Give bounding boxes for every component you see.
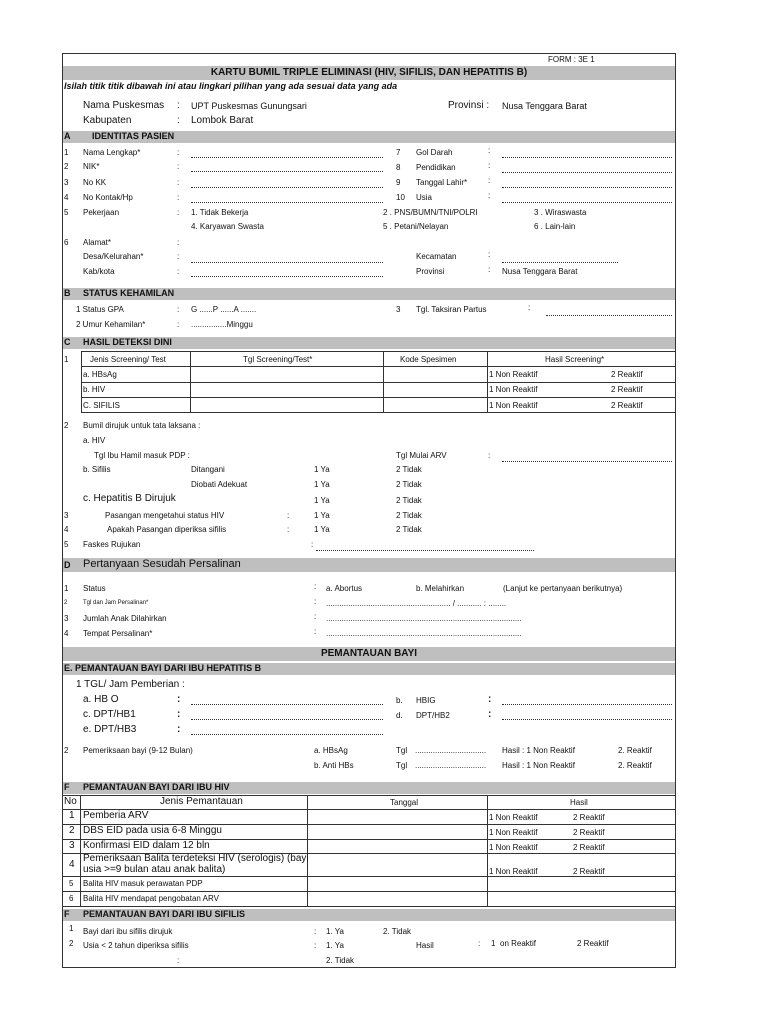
- hb0-label: a. HB O: [83, 694, 119, 705]
- colon: :: [314, 612, 317, 621]
- hb0-field[interactable]: [191, 704, 383, 705]
- colon: :: [177, 148, 180, 157]
- result-option[interactable]: 2 Reaktif: [573, 843, 605, 852]
- ya-option[interactable]: 1. Ya: [326, 941, 344, 950]
- section-a-title: IDENTITAS PASIEN: [92, 131, 175, 141]
- dpt1-field[interactable]: [191, 719, 383, 720]
- row-no: 3: [64, 511, 69, 520]
- result-option[interactable]: 1 Non Reaktif: [489, 385, 538, 394]
- colon: :: [287, 525, 290, 534]
- row-no: 2: [64, 746, 69, 755]
- reaktif-option[interactable]: 2 Reaktif: [577, 939, 609, 948]
- screening-name: C. SIFILIS: [83, 401, 120, 410]
- hbig-field[interactable]: [502, 704, 672, 705]
- colon: :: [177, 305, 180, 314]
- colon: :: [177, 115, 180, 126]
- table-line: [487, 795, 488, 906]
- colon: :: [488, 709, 492, 720]
- section-d-letter: D: [64, 560, 71, 570]
- umur-value[interactable]: ................Minggu: [191, 320, 253, 329]
- section-c-letter: C: [64, 337, 71, 347]
- col-header: Jenis Pemantauan: [160, 796, 243, 807]
- usia-periksa-label: Usia < 2 tahun diperiksa sifilis: [83, 941, 189, 950]
- row-no: 1: [69, 924, 74, 933]
- pendidikan-field[interactable]: [502, 172, 672, 173]
- alamat-label: Alamat*: [83, 238, 112, 247]
- colon: :: [177, 208, 180, 217]
- colon: :: [314, 582, 317, 591]
- job-option[interactable]: 5 . Petani/Nelayan: [383, 222, 449, 231]
- colon: :: [177, 162, 180, 171]
- pasangan2-label: Apakah Pasangan diperiksa sifilis: [107, 525, 227, 534]
- reaktif-option[interactable]: 2. Reaktif: [618, 761, 652, 770]
- screening-name: a. HBsAg: [83, 370, 117, 379]
- colon: :: [177, 238, 180, 247]
- section-b-title: STATUS KEHAMILAN: [83, 288, 175, 298]
- no-kontak-field[interactable]: [191, 202, 383, 203]
- row-no: 4: [64, 525, 69, 534]
- colon: :: [528, 303, 531, 312]
- colon: :: [314, 941, 317, 950]
- tgl-pemberian-label: 1 TGL/ Jam Pemberian :: [76, 679, 185, 690]
- ya-option[interactable]: 1 Ya: [314, 525, 330, 534]
- col-header: No: [64, 796, 77, 807]
- tidak-option[interactable]: 2 Tidak: [396, 511, 422, 520]
- row-no: 3: [64, 178, 69, 187]
- item-letter: b.: [396, 696, 403, 705]
- row-no: 5: [64, 208, 69, 217]
- row-no: 2: [64, 421, 69, 430]
- taksiran-field[interactable]: [546, 315, 672, 316]
- provinsi-value: Nusa Tenggara Barat: [502, 101, 587, 111]
- dpt2-field[interactable]: [502, 719, 672, 720]
- puskesmas-label: Nama Puskesmas: [83, 100, 165, 111]
- rujuk-label: Bumil dirujuk untuk tata laksana :: [83, 421, 201, 430]
- result-option[interactable]: 1 Non Reaktif: [489, 813, 538, 822]
- col-header: Kode Spesimen: [400, 355, 457, 364]
- reaktif-option[interactable]: 2. Reaktif: [618, 746, 652, 755]
- hasil-option[interactable]: Hasil : 1 Non Reaktif: [502, 746, 575, 755]
- section-f-title: PEMANTAUAN BAYI DARI IBU HIV: [83, 782, 230, 792]
- form-number: FORM : 3E 1: [548, 55, 595, 64]
- no-kk-field[interactable]: [191, 187, 383, 188]
- row-no: 1: [64, 355, 69, 364]
- colon: :: [177, 100, 180, 111]
- sifilis-label: b. Sifilis: [83, 465, 111, 474]
- jumlah-anak-label: Jumlah Anak Dilahirkan: [83, 614, 167, 623]
- row-no: 9: [396, 178, 401, 187]
- tanggal-lahir-label: Tanggal Lahir*: [416, 178, 468, 187]
- section-g-title: PEMANTAUAN BAYI DARI IBU SIFILIS: [83, 909, 246, 919]
- row-no: 1: [69, 810, 75, 821]
- gol-darah-label: Gol Darah: [416, 148, 453, 157]
- result-option[interactable]: 2 Reaktif: [611, 385, 643, 394]
- row-no: 5: [64, 540, 69, 549]
- colon: :: [177, 193, 180, 202]
- gpa-value[interactable]: G ......P ......A .......: [191, 305, 257, 314]
- nama-lengkap-field[interactable]: [191, 157, 383, 158]
- kabkota-field[interactable]: [191, 276, 383, 277]
- table-line: [487, 351, 488, 412]
- provinsi-label: Provinsi: [416, 267, 445, 276]
- job-option[interactable]: 1. Tidak Bekerja: [191, 208, 249, 217]
- row-no: 2: [69, 825, 75, 836]
- result-option[interactable]: 2 Reaktif: [573, 828, 605, 837]
- result-option[interactable]: 1 Non Reaktif: [489, 867, 538, 876]
- colon: :: [311, 540, 314, 549]
- colon: :: [177, 320, 180, 329]
- kabupaten-label: Kabupaten: [83, 115, 132, 126]
- pemantauan-name: Pemeriksaan Balita terdeteksi HIV (serologis) (bayi: [83, 853, 309, 864]
- pemantauan-title: PEMANTAUAN BAYI: [63, 647, 675, 661]
- colon: :: [478, 939, 481, 948]
- nik-label: NIK*: [83, 162, 100, 171]
- colon: :: [314, 627, 317, 636]
- kabupaten-value: Lombok Barat: [191, 115, 254, 126]
- periksa-label: Pemeriksaan bayi (9-12 Bulan): [83, 746, 193, 755]
- job-option[interactable]: 6 . Lain-lain: [534, 222, 576, 231]
- diobati-label: Diobati Adekuat: [191, 480, 248, 489]
- tidak-option[interactable]: 2 Tidak: [396, 525, 422, 534]
- result-option[interactable]: 1 Non Reaktif: [489, 843, 538, 852]
- col-header: Tgl Screening/Test*: [243, 355, 313, 364]
- no-kontak-label: No Kontak/Hp: [83, 193, 133, 202]
- colon: :: [314, 927, 317, 936]
- hasil-option[interactable]: Hasil : 1 Non Reaktif: [502, 761, 575, 770]
- table-line: [81, 382, 675, 383]
- tgl-arv-label: Tgl Mulai ARV: [396, 451, 447, 460]
- hbig-label: HBIG: [416, 696, 436, 705]
- tempat-field[interactable]: ........................................................................................: [326, 629, 522, 638]
- table-line: [81, 397, 675, 398]
- ya-option[interactable]: 1. Ya: [326, 927, 344, 936]
- table-line: [307, 795, 308, 906]
- colon: :: [488, 176, 491, 185]
- col-header: Hasil: [570, 798, 588, 807]
- faskes-label: Faskes Rujukan: [83, 540, 141, 549]
- tempat-label: Tempat Persalinan*: [83, 629, 153, 638]
- col-header: Jenis Screening/ Test: [90, 355, 166, 364]
- tgl-pdp-label: Tgl Ibu Hamil masuk PDP :: [94, 451, 190, 460]
- ya-option[interactable]: 1 Ya: [314, 465, 330, 474]
- form-title: KARTU BUMIL TRIPLE ELIMINASI (HIV, SIFILIS, DAN HEPATITIS B): [63, 66, 675, 80]
- dpt1-label: c. DPT/HB1: [83, 709, 136, 720]
- desa-field[interactable]: [191, 262, 383, 263]
- colon: :: [314, 597, 317, 606]
- colon: :: [177, 724, 181, 735]
- pasangan-label: Pasangan mengetahui status HIV: [105, 511, 225, 520]
- row-no: 3: [396, 305, 401, 314]
- section-f-letter: F: [64, 782, 70, 792]
- result-option[interactable]: 2 Reaktif: [573, 813, 605, 822]
- table-line: [81, 412, 675, 413]
- lanjut-note: (Lanjut ke pertanyaan berikutnya): [503, 584, 623, 593]
- section-c-title: HASIL DETEKSI DINI: [83, 337, 172, 347]
- colon: :: [488, 146, 491, 155]
- nonreaktif-option[interactable]: 1: [491, 939, 496, 948]
- usia-label: Usia: [416, 193, 433, 202]
- nonreaktif-option[interactable]: on Reaktif: [500, 939, 537, 948]
- usia-field[interactable]: [502, 202, 672, 203]
- colon: :: [177, 267, 180, 276]
- taksiran-label: Tgl. Taksiran Partus: [416, 305, 487, 314]
- jumlah-anak-field[interactable]: ........................................................................................: [326, 614, 522, 623]
- dpt2-label: DPT/HB2: [416, 711, 450, 720]
- result-option[interactable]: 1 Non Reaktif: [489, 401, 538, 410]
- result-option[interactable]: 1 Non Reaktif: [489, 828, 538, 837]
- table-line: [63, 906, 675, 907]
- row-no: 2: [64, 600, 68, 606]
- gpa-label: 1 Status GPA: [76, 305, 124, 314]
- colon: :: [488, 694, 492, 705]
- colon: :: [177, 252, 180, 261]
- col-header: Tanggal: [390, 798, 419, 807]
- instruction-text: Isilah titik titik dibawah ini atau lingkari pilihan yang ada sesuai data yang ada: [64, 81, 398, 91]
- colon: :: [177, 694, 181, 705]
- desa-label: Desa/Kelurahan*: [83, 252, 144, 261]
- colon: :: [488, 161, 491, 170]
- nik-field[interactable]: [191, 171, 383, 172]
- nama-lengkap-label: Nama Lengkap*: [83, 148, 141, 157]
- tgl-persalinan-field[interactable]: ........................................................ / ........... : ........: [326, 599, 507, 608]
- result-option[interactable]: 2 Reaktif: [611, 370, 643, 379]
- dpt3-field[interactable]: [191, 734, 383, 735]
- tidak-option[interactable]: 2. Tidak: [326, 956, 355, 965]
- hasil-label: Hasil: [416, 941, 434, 950]
- row-no: 5: [69, 879, 74, 888]
- tgl-arv-field[interactable]: [502, 461, 672, 462]
- tidak-option[interactable]: 2 Tidak: [396, 465, 422, 474]
- colon: :: [177, 178, 180, 187]
- table-line: [81, 351, 675, 352]
- table-line: [383, 351, 384, 412]
- screening-name: b. HIV: [83, 385, 106, 394]
- row-no: 4: [69, 859, 75, 870]
- row-no: 1: [64, 148, 69, 157]
- kecamatan-label: Kecamatan: [416, 252, 457, 261]
- ditangani-label: Ditangani: [191, 465, 225, 474]
- melahirkan-option[interactable]: b. Melahirkan: [416, 584, 465, 593]
- table-line: [63, 809, 675, 810]
- table-line: [63, 891, 675, 892]
- tgl-field[interactable]: ................................: [415, 746, 487, 755]
- result-option[interactable]: 2 Reaktif: [611, 401, 643, 410]
- pemantauan-name: Pemberia ARV: [83, 810, 149, 821]
- table-line: [80, 795, 81, 906]
- puskesmas-value: UPT Puskesmas Gunungsari: [191, 101, 307, 111]
- table-line: [63, 795, 675, 796]
- pemantauan-name: Balita HIV masuk perawatan PDP: [83, 879, 203, 888]
- job-option[interactable]: 4. Karyawan Swasta: [191, 222, 264, 231]
- abortus-option[interactable]: a. Abortus: [326, 584, 363, 593]
- pemantauan-name: Balita HIV mendapat pengobatan ARV: [83, 894, 219, 903]
- pekerjaan-label: Pekerjaan: [83, 208, 120, 217]
- row-no: 3: [69, 840, 75, 851]
- row-no: 6: [64, 238, 69, 247]
- row-no: 7: [396, 148, 401, 157]
- row-no: 2: [64, 162, 69, 171]
- section-e-title: E. PEMANTAUAN BAYI DARI IBU HEPATITIS B: [64, 663, 262, 673]
- kabkota-label: Kab/kota: [83, 267, 115, 276]
- colon: :: [488, 265, 491, 274]
- colon: :: [177, 956, 180, 965]
- job-option[interactable]: 2 . PNS/BUMN/TNI/POLRI: [383, 208, 478, 217]
- tgl-label: Tgl: [396, 746, 408, 755]
- colon: :: [488, 191, 491, 200]
- row-no: 2: [69, 939, 74, 948]
- provinsi-value: Nusa Tenggara Barat: [502, 267, 578, 276]
- tanggal-lahir-field[interactable]: [502, 187, 672, 188]
- dpt3-label: e. DPT/HB3: [83, 724, 137, 735]
- ya-option[interactable]: 1 Ya: [314, 480, 330, 489]
- section-g-letter: F: [64, 909, 70, 919]
- result-option[interactable]: 2 Reaktif: [573, 867, 605, 876]
- tgl-persalinan-label: Tgl dan Jam Persalinan*: [83, 600, 149, 606]
- colon: :: [488, 451, 491, 460]
- col-header: Hasil Screening*: [545, 355, 605, 364]
- provinsi-label: Provinsi :: [448, 100, 490, 111]
- table-line: [63, 876, 675, 877]
- colon: :: [488, 250, 491, 259]
- tgl-label: Tgl: [396, 761, 408, 770]
- row-no: 4: [64, 629, 69, 638]
- table-line: [81, 351, 82, 412]
- hbsag-label: a. HBsAg: [314, 746, 348, 755]
- faskes-field[interactable]: [316, 550, 534, 551]
- row-no: 10: [396, 193, 405, 202]
- pemantauan-name: DBS EID pada usia 6-8 Minggu: [83, 825, 222, 836]
- tgl-field[interactable]: ................................: [415, 761, 487, 770]
- row-no: 8: [396, 163, 401, 172]
- table-line: [190, 351, 191, 412]
- row-no: 1: [64, 584, 69, 593]
- tidak-option[interactable]: 2 Tidak: [396, 480, 422, 489]
- ya-option[interactable]: 1 Ya: [314, 496, 330, 505]
- hepb-label: c. Hepatitis B Dirujuk: [83, 493, 176, 504]
- tidak-option[interactable]: 2 Tidak: [396, 496, 422, 505]
- job-option[interactable]: 3 . Wiraswasta: [534, 208, 587, 217]
- tidak-option[interactable]: 2. Tidak: [383, 927, 412, 936]
- ya-option[interactable]: 1 Ya: [314, 511, 330, 520]
- row-no: 6: [69, 894, 74, 903]
- colon: :: [177, 709, 181, 720]
- item-letter: d.: [396, 711, 403, 720]
- gol-darah-field[interactable]: [502, 157, 672, 158]
- pemantauan-name: Konfirmasi EID dalam 12 bln: [83, 840, 210, 851]
- hiv-label: a. HIV: [83, 436, 106, 445]
- kecamatan-field[interactable]: [502, 262, 618, 263]
- table-line: [81, 366, 675, 367]
- row-no: 3: [64, 614, 69, 623]
- pendidikan-label: Pendidikan: [416, 163, 456, 172]
- antihbs-label: b. Anti HBs: [314, 761, 354, 770]
- pemantauan-name: usia >=9 bulan atau anak balita): [83, 864, 226, 875]
- section-d-title: Pertanyaan Sesudah Persalinan: [83, 558, 241, 570]
- result-option[interactable]: 1 Non Reaktif: [489, 370, 538, 379]
- row-no: 4: [64, 193, 69, 202]
- status-label: Status: [83, 584, 106, 593]
- colon: :: [287, 511, 290, 520]
- section-b-letter: B: [64, 288, 71, 298]
- section-a-letter: A: [64, 131, 71, 141]
- sifilis-rujuk-label: Bayi dari ibu sifilis dirujuk: [83, 927, 173, 936]
- no-kk-label: No KK: [83, 178, 107, 187]
- umur-label: 2 Umur Kehamilan*: [76, 320, 146, 329]
